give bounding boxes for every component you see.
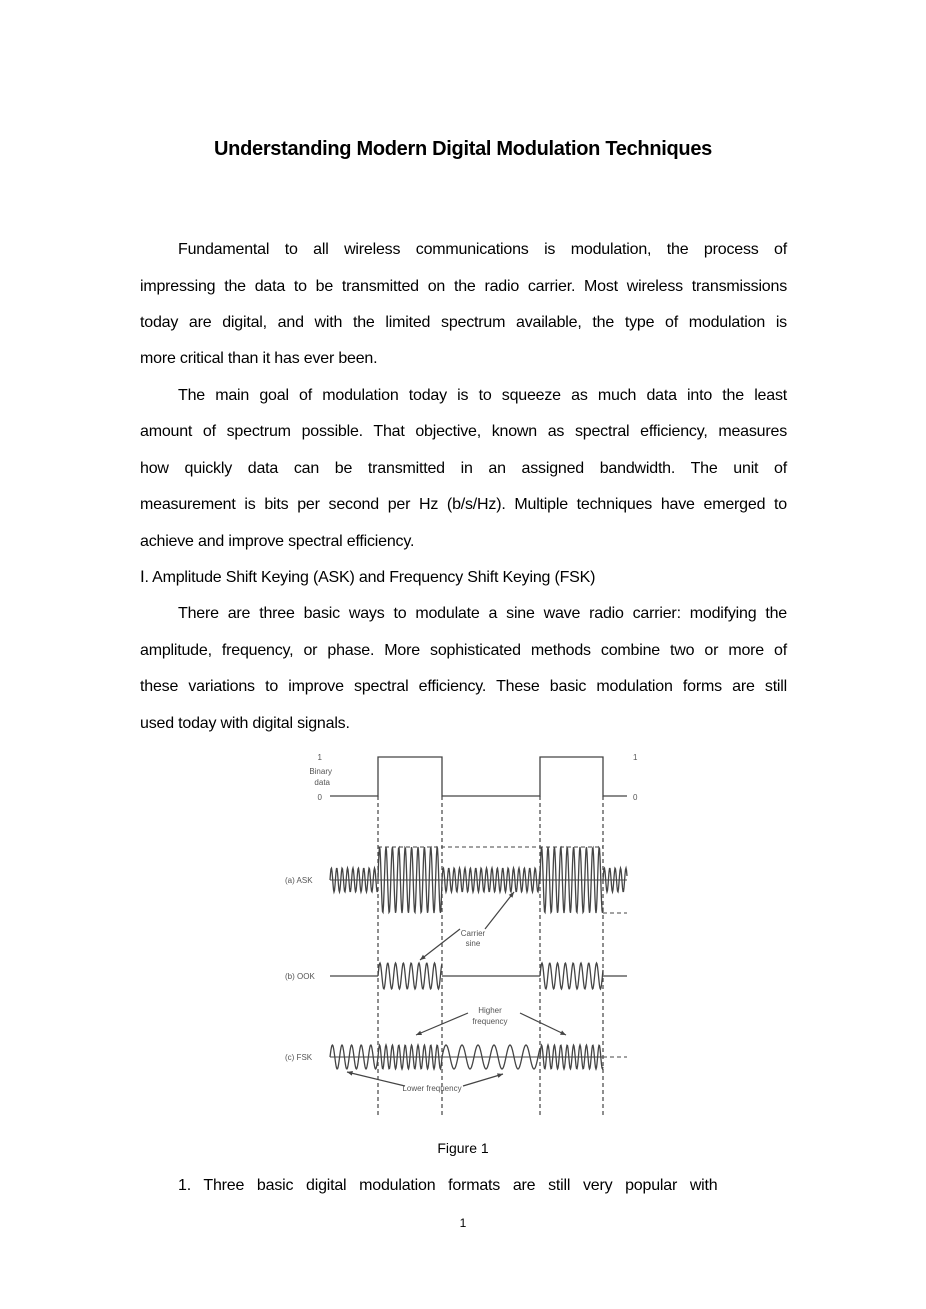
binary-data-line <box>330 757 627 796</box>
label-frequency: frequency <box>472 1017 508 1026</box>
label-one-right: 1 <box>633 753 638 762</box>
annotation-arrow <box>520 1013 566 1035</box>
paragraph-line: Fundamental to all wireless communications is modulation, the process of <box>178 241 787 258</box>
paragraph-line: impressing the data to be transmitted on the radio carrier. Most wireless transmissions <box>140 278 787 295</box>
paragraph-line: these variations to improve spectral efficiency. These basic modulation forms are still <box>140 678 787 695</box>
paragraph-line: There are three basic ways to modulate a sine wave radio carrier: modifying the <box>178 605 787 622</box>
document-title: Understanding Modern Digital Modulation Techniques <box>214 138 712 160</box>
annotation-arrow <box>485 892 514 929</box>
paragraph-line: today are digital, and with the limited spectrum available, the type of modulation is <box>140 314 787 331</box>
annotation-arrow <box>347 1072 405 1086</box>
label-one: 1 <box>317 753 322 762</box>
figure-caption: Figure 1 <box>437 1140 489 1156</box>
paragraph-line: used today with digital signals. <box>140 715 350 732</box>
ook-wave-segment <box>540 963 603 989</box>
paragraph-line: amount of spectrum possible. That objective, known as spectral efficiency, measures <box>140 423 787 440</box>
paragraph-line: The main goal of modulation today is to squeeze as much data into the least <box>178 387 787 404</box>
label-fsk: (c) FSK <box>285 1053 313 1062</box>
label-zero-right: 0 <box>633 793 638 802</box>
label-sine: sine <box>465 939 481 948</box>
paragraph-line: more critical than it has ever been. <box>140 350 378 367</box>
page-number: 1 <box>459 1216 467 1230</box>
annotation-arrow <box>420 929 460 960</box>
paragraph-line: measurement is bits per second per Hz (b/s/Hz). Multiple techniques have emerged to <box>140 496 787 513</box>
label-zero: 0 <box>317 793 322 802</box>
paragraph-line: how quickly data can be transmitted in an assigned bandwidth. The unit of <box>140 460 787 477</box>
paragraph-line: achieve and improve spectral efficiency. <box>140 533 415 550</box>
ook-wave-segment <box>378 963 442 989</box>
label-ask: (a) ASK <box>285 876 313 885</box>
section-heading: Ⅰ. Amplitude Shift Keying (ASK) and Frequency Shift Keying (FSK) <box>140 569 596 586</box>
label-data: data <box>314 778 330 787</box>
label-lower-frequency: Lower frequency <box>402 1084 462 1093</box>
label-binary: Binary <box>309 767 332 776</box>
arrowhead-icon <box>497 1073 503 1077</box>
paragraph-line: amplitude, frequency, or phase. More sophisticated methods combine two or more of <box>140 642 787 659</box>
label-higher: Higher <box>478 1006 502 1015</box>
annotation-arrow <box>463 1074 503 1086</box>
label-ook: (b) OOK <box>285 972 315 981</box>
label-carrier: Carrier <box>460 929 486 938</box>
paragraph-line: 1. Three basic digital modulation formats are still very popular with <box>178 1177 718 1194</box>
